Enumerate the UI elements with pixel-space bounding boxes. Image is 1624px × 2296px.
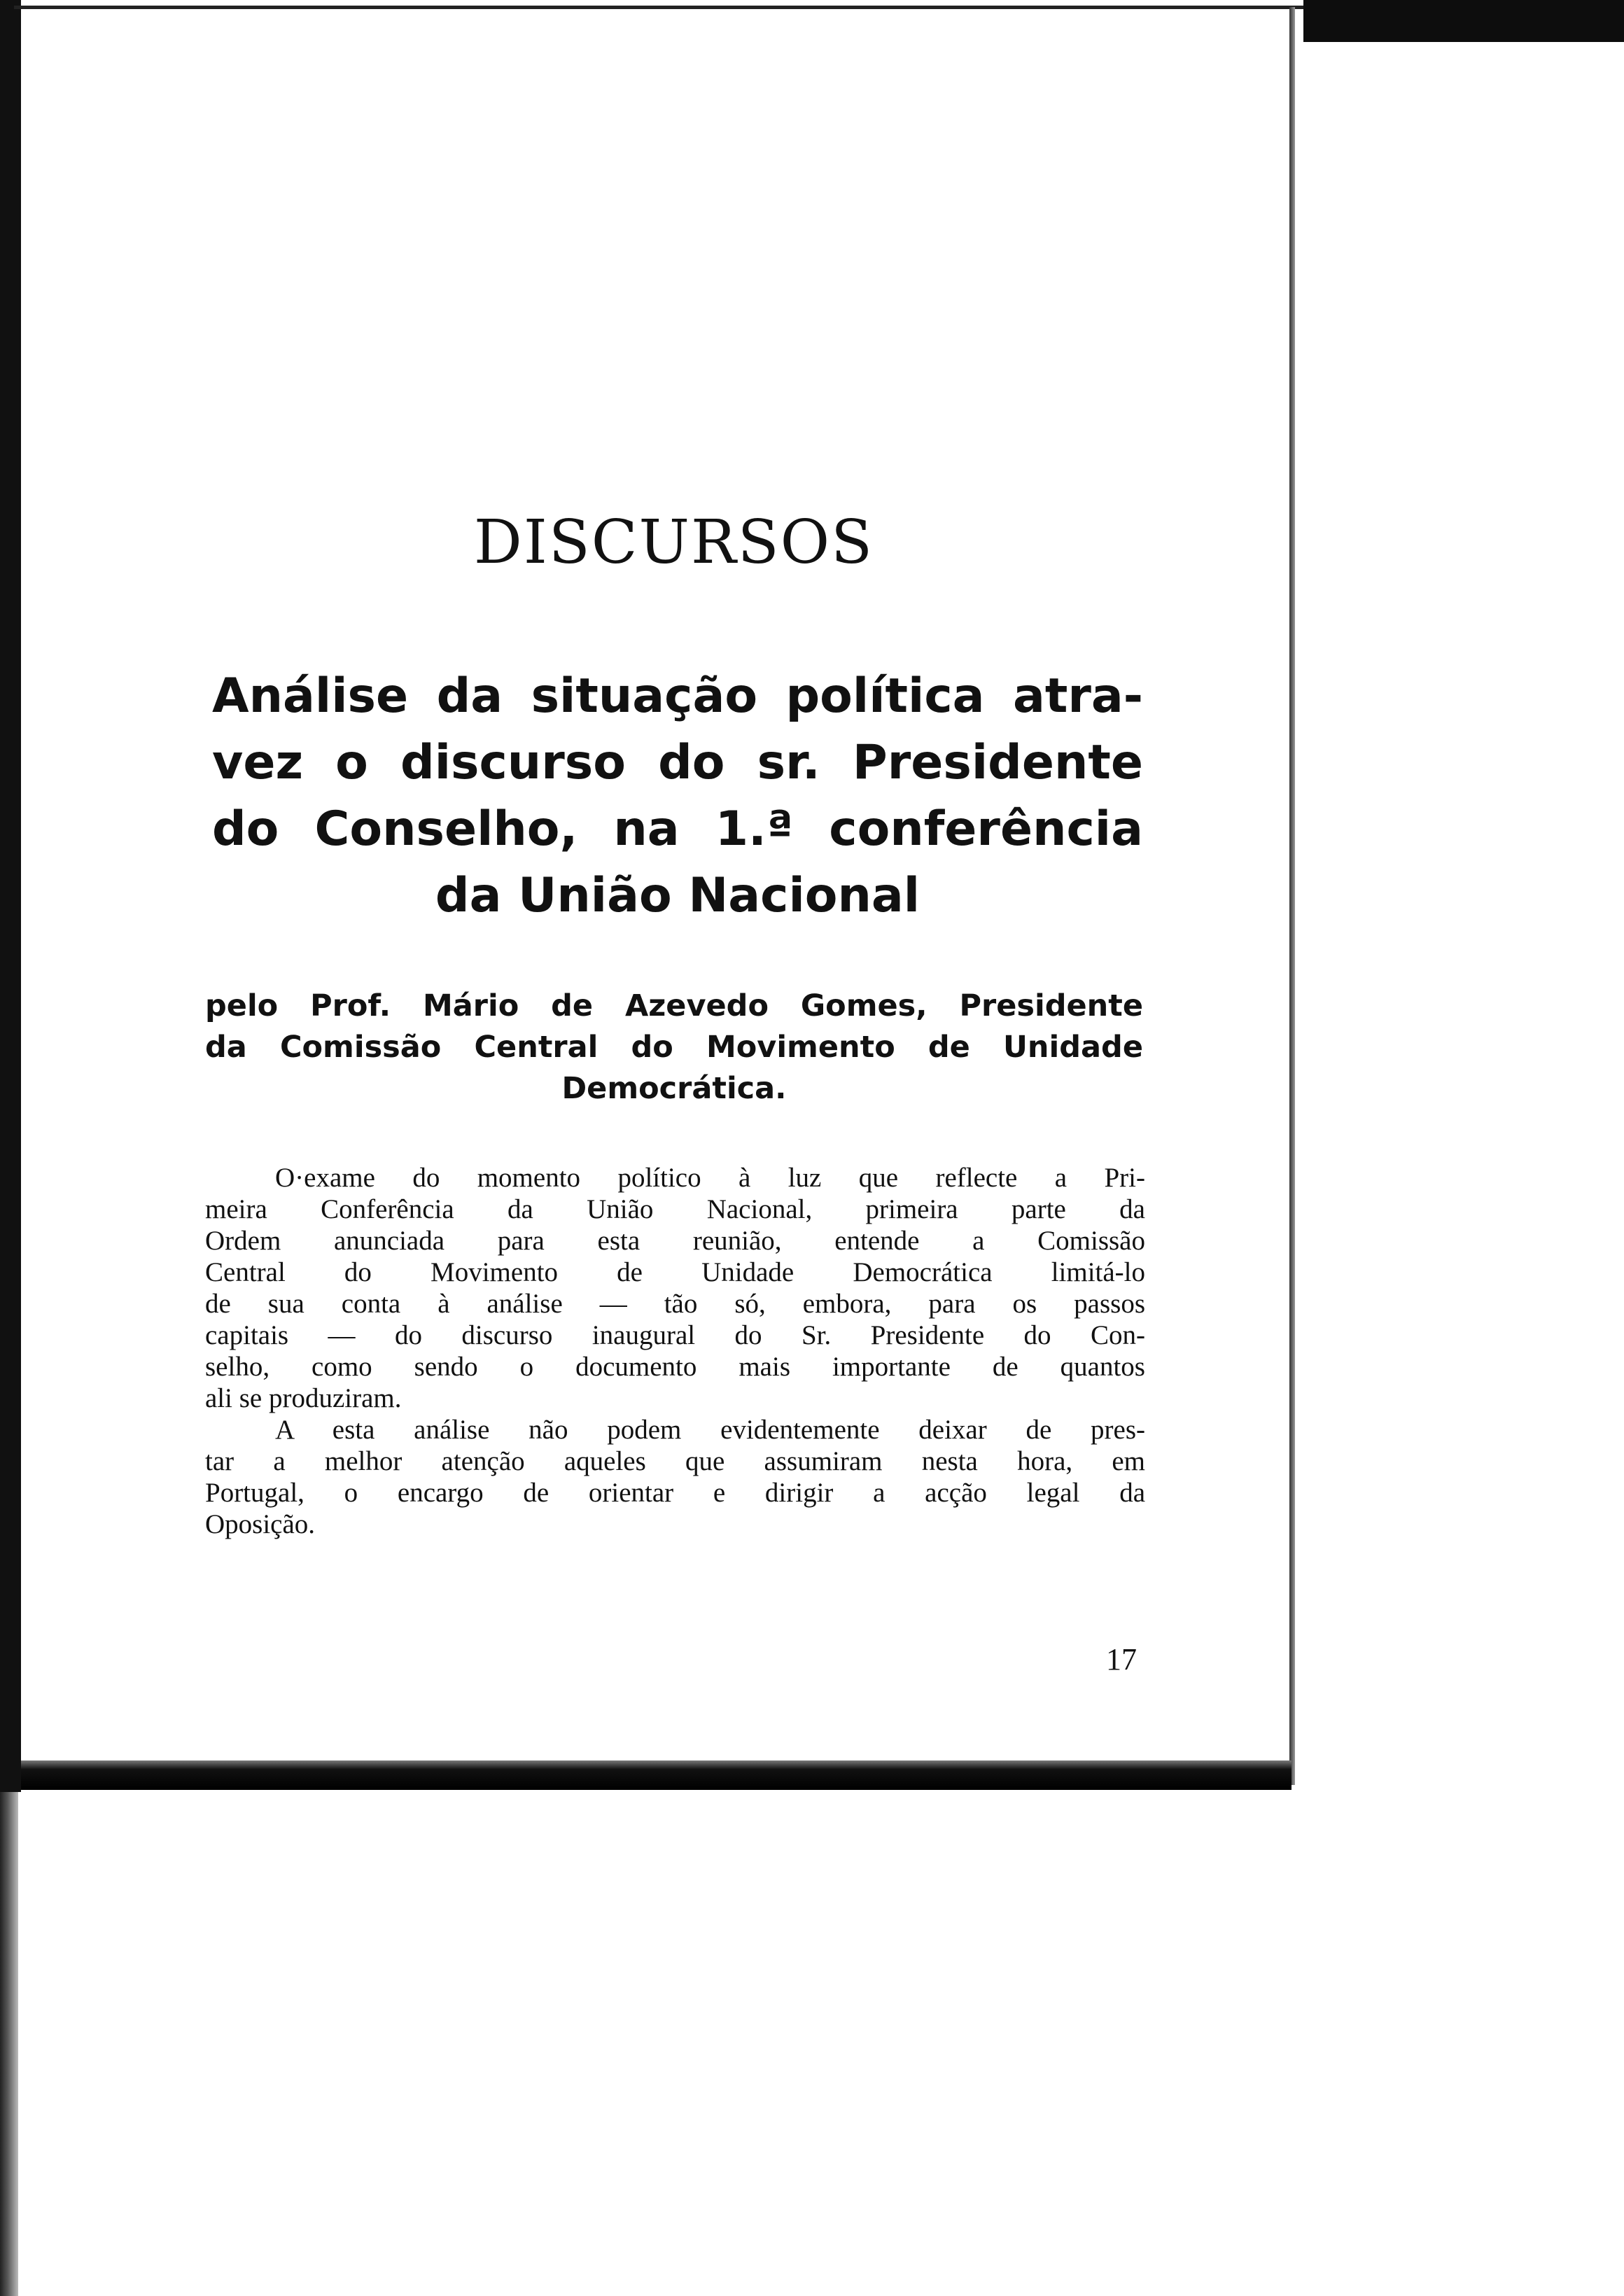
body-line: meira Conferência da União Nacional, primeira parte da bbox=[205, 1194, 1145, 1224]
scan-left-shadow bbox=[0, 0, 21, 1792]
body-line: A esta análise não podem evidentemente deixar de pres- bbox=[275, 1415, 1145, 1445]
body-line: Portugal, o encargo de orientar e dirigir a acção legal da bbox=[205, 1478, 1145, 1508]
body-line: O·exame do momento político à luz que reflecte a Pri- bbox=[275, 1163, 1145, 1193]
article-title-line: do Conselho, na 1.ª conferência bbox=[212, 802, 1143, 857]
page-right-edge bbox=[1289, 7, 1295, 1785]
body-line: tar a melhor atenção aqueles que assumiram nesta hora, em bbox=[205, 1446, 1145, 1476]
author-line: pelo Prof. Mário de Azevedo Gomes, Presidente bbox=[205, 988, 1143, 1023]
body-line: capitais — do discurso inaugural do Sr. Presidente do Con- bbox=[205, 1320, 1145, 1350]
page-number: 17 bbox=[1106, 1642, 1137, 1676]
section-title: DISCURSOS bbox=[473, 507, 874, 578]
body-line: selho, como sendo o documento mais importante de quantos bbox=[205, 1352, 1145, 1382]
body-line: Ordem anunciada para esta reunião, entende a Comissão bbox=[205, 1226, 1145, 1256]
body-line: de sua conta à análise — tão só, embora, para os passos bbox=[205, 1289, 1145, 1319]
page-top-edge bbox=[14, 6, 1309, 9]
author-line: da Comissão Central do Movimento de Unidade bbox=[205, 1030, 1143, 1065]
scan-top-right-shadow bbox=[1303, 0, 1624, 42]
author-line: Democrática. bbox=[561, 1071, 787, 1106]
body-line: Central do Movimento de Unidade Democrática limitá-lo bbox=[205, 1257, 1145, 1287]
page-bottom-shadow bbox=[21, 1760, 1292, 1790]
article-title-line: Análise da situação política atra- bbox=[212, 668, 1143, 724]
article-title-line: da União Nacional bbox=[435, 868, 920, 923]
article-title-line: vez o discurso do sr. Presidente bbox=[212, 735, 1143, 790]
body-line: ali se produziram. bbox=[205, 1383, 402, 1413]
body-line: Oposição. bbox=[205, 1509, 316, 1539]
